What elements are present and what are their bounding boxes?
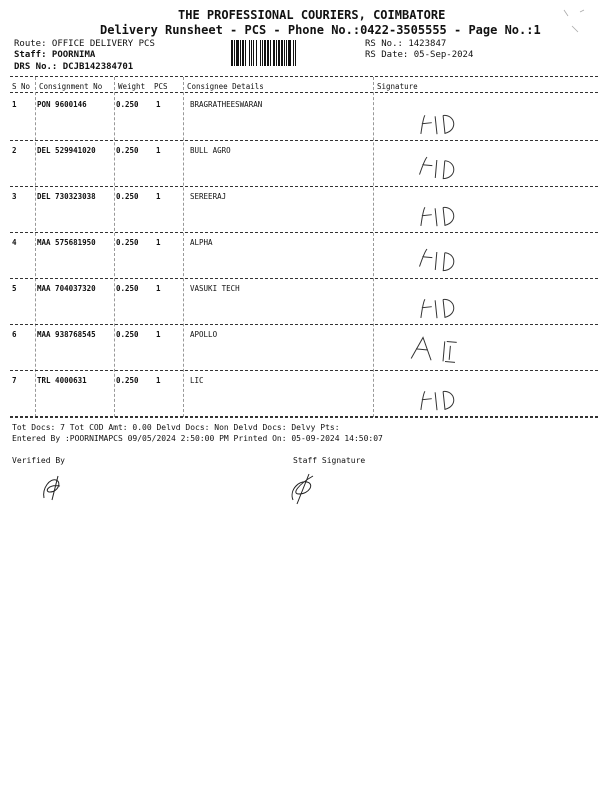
row-consignee: ALPHA: [190, 238, 213, 247]
verified-by-label: Verified By: [12, 456, 65, 465]
row-sno: 7: [12, 376, 17, 385]
row-separator: [10, 416, 598, 417]
col-header-pcs: PCS: [154, 82, 168, 91]
row-sno: 3: [12, 192, 17, 201]
row-consignment-no: DEL 730323038: [37, 192, 96, 201]
row-weight: 0.250: [116, 146, 139, 155]
staff-signature-label: Staff Signature: [293, 456, 366, 465]
row-pcs: 1: [156, 330, 161, 339]
row-pcs: 1: [156, 376, 161, 385]
row-signature: [417, 106, 480, 142]
row-consignee: SEREERAJ: [190, 192, 227, 201]
totals-line: Tot Docs: 7 Tot COD Amt: 0.00 Delvd Docs: Non Delvd Docs: Delvy Pts:: [12, 423, 340, 432]
runsheet-title: Delivery Runsheet - PCS - Phone No.:0422-3505555 - Page No.:1: [100, 23, 541, 37]
row-consignment-no: DEL 529941020: [37, 146, 96, 155]
entered-by-line: Entered By :POORNIMAPCS 09/05/2024 2:50:00 PM Printed On: 05-09-2024 14:50:07: [12, 434, 383, 443]
row-sno: 6: [12, 330, 17, 339]
row-consignee: LIC: [190, 376, 204, 385]
company-title: THE PROFESSIONAL COURIERS, COIMBATORE: [178, 8, 446, 22]
row-weight: 0.250: [116, 330, 139, 339]
drs-number: DRS No.: DCJB142384701: [14, 62, 134, 72]
col-divider: [373, 77, 374, 417]
row-weight: 0.250: [116, 284, 139, 293]
row-sno: 2: [12, 146, 17, 155]
row-sno: 4: [12, 238, 17, 247]
row-consignee: APOLLO: [190, 330, 218, 339]
row-signature: [417, 290, 480, 326]
col-divider: [35, 77, 36, 417]
row-weight: 0.250: [116, 376, 139, 385]
col-divider: [183, 77, 184, 417]
table-header-rule: [10, 92, 598, 93]
row-separator: [10, 232, 598, 233]
row-consignment-no: PON 9600146: [37, 100, 87, 109]
row-separator: [10, 278, 598, 279]
row-weight: 0.250: [116, 192, 139, 201]
row-consignee: BULL AGRO: [190, 146, 231, 155]
footer-rule: [10, 417, 598, 418]
barcode: [231, 40, 361, 66]
row-weight: 0.250: [116, 100, 139, 109]
row-pcs: 1: [156, 100, 161, 109]
col-header-signature: Signature: [377, 82, 418, 91]
row-pcs: 1: [156, 192, 161, 201]
rs-date: RS Date: 05-Sep-2024: [365, 50, 474, 60]
col-header-consignee: Consignee Details: [187, 82, 264, 91]
row-weight: 0.250: [116, 238, 139, 247]
row-pcs: 1: [156, 238, 161, 247]
row-consignment-no: TRL 4000631: [37, 376, 87, 385]
row-sno: 1: [12, 100, 17, 109]
row-consignment-no: MAA 938768545: [37, 330, 96, 339]
row-separator: [10, 370, 598, 371]
col-divider: [114, 77, 115, 417]
col-header-sno: S No: [12, 82, 31, 91]
row-consignee: BRAGRATHEESWARAN: [190, 100, 263, 109]
row-consignment-no: MAA 704037320: [37, 284, 96, 293]
staff-label: Staff: POORNIMA: [14, 50, 96, 60]
table-top-rule: [10, 76, 598, 77]
row-separator: [10, 186, 598, 187]
col-header-consignment: Consignment No: [39, 82, 103, 91]
verified-by-signature: [38, 470, 68, 504]
corner-mark: [560, 6, 590, 38]
row-sno: 5: [12, 284, 17, 293]
row-consignee: VASUKI TECH: [190, 284, 240, 293]
row-signature: [417, 152, 479, 187]
row-signature: [417, 198, 480, 234]
row-separator: [10, 140, 598, 141]
barcode-bar: [296, 40, 297, 66]
row-signature: [417, 382, 480, 418]
row-pcs: 1: [156, 146, 161, 155]
row-separator: [10, 324, 598, 325]
rs-number: RS No.: 1423847: [365, 39, 447, 49]
row-signature: [417, 244, 479, 279]
col-header-weight: Weight: [118, 82, 146, 91]
route-label: Route: OFFICE DELIVERY PCS: [14, 39, 155, 49]
staff-signature-mark: [285, 470, 319, 506]
row-pcs: 1: [156, 284, 161, 293]
row-signature: [409, 332, 471, 367]
row-consignment-no: MAA 575681950: [37, 238, 96, 247]
